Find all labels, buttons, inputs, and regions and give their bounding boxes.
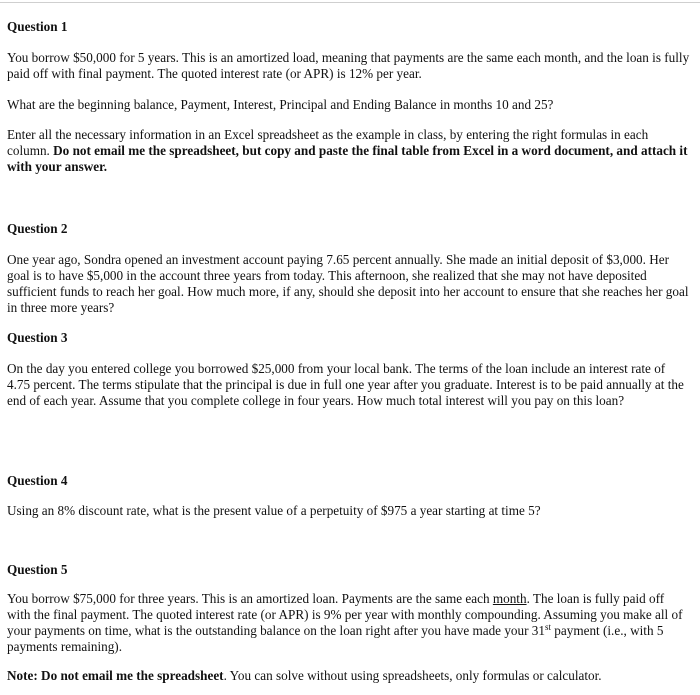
question-5-text-part-2: . The loan is fully paid off with the final payment. The quoted interest rate (or APR) is 9% per year with monthly compounding. Assuming you make all of your payments on time, what is the outstanding balance on the loan right after you have made your 31 <box>7 591 683 638</box>
question-5-note <box>7 668 690 684</box>
question-5-underlined-word: month <box>492 591 527 606</box>
question-5-note-bold: Note: Do not email me the spreadsheet <box>7 668 224 683</box>
question-5-text <box>7 591 690 655</box>
question-1-instructions <box>7 127 690 175</box>
question-5-text-part-3: payment (i.e., with 5 payments remaining). <box>7 623 664 654</box>
question-4-text: Using an 8% discount rate, what is the present value of a perpetuity of $975 a year starting at time 5? <box>7 503 541 518</box>
question-1-instructions-text: Enter all the necessary information in an Excel spreadsheet as the example in class, by entering the right formulas in each column. <box>7 127 649 158</box>
question-1-prompt: What are the beginning balance, Payment, Interest, Principal and Ending Balance in months 10 and 25? <box>7 97 554 112</box>
question-1-text: You borrow $50,000 for 5 years. This is an amortized load, meaning that payments are the same each month, and the loan is fully paid off with final payment. The quoted interest rate (or APR) is 12% per year. <box>7 50 690 81</box>
question-5-text-part-1: You borrow $75,000 for three years. This is an amortized loan. Payments are the same each <box>7 591 493 606</box>
question-3-title: Question 3 <box>7 330 68 345</box>
question-2-title: Question 2 <box>7 221 68 236</box>
question-4-title: Question 4 <box>7 473 68 488</box>
question-1-instructions-bold: Do not email me the spreadsheet, but copy and paste the final table from Excel in a word document, and attach it with your answer. <box>7 143 688 174</box>
question-5-title: Question 5 <box>7 562 68 577</box>
question-5-note-text: . You can solve without using spreadsheets, only formulas or calculator. <box>223 668 602 683</box>
question-1-title: Question 1 <box>7 19 68 34</box>
question-3-text: On the day you entered college you borrowed $25,000 from your local bank. The terms of the loan include an interest rate of 4.75 percent. The terms stipulate that the principal is due in full one year after you graduate. Interest is to be paid annually at the end of each year. Assume that you complete college in four years. How much total interest will you pay on this loan? <box>7 361 684 408</box>
question-2-text: One year ago, Sondra opened an investment account paying 7.65 percent annually. She made an initial deposit of $3,000. Her goal is to have $5,000 in the account three years from today. This afternoon, she realized that she may not have deposited sufficient funds to reach her goal. How much more, if any, should she deposit into her account to ensure that she reaches her goal in three more years? <box>7 252 689 315</box>
question-5-superscript: st <box>544 622 551 632</box>
top-divider <box>0 2 700 3</box>
